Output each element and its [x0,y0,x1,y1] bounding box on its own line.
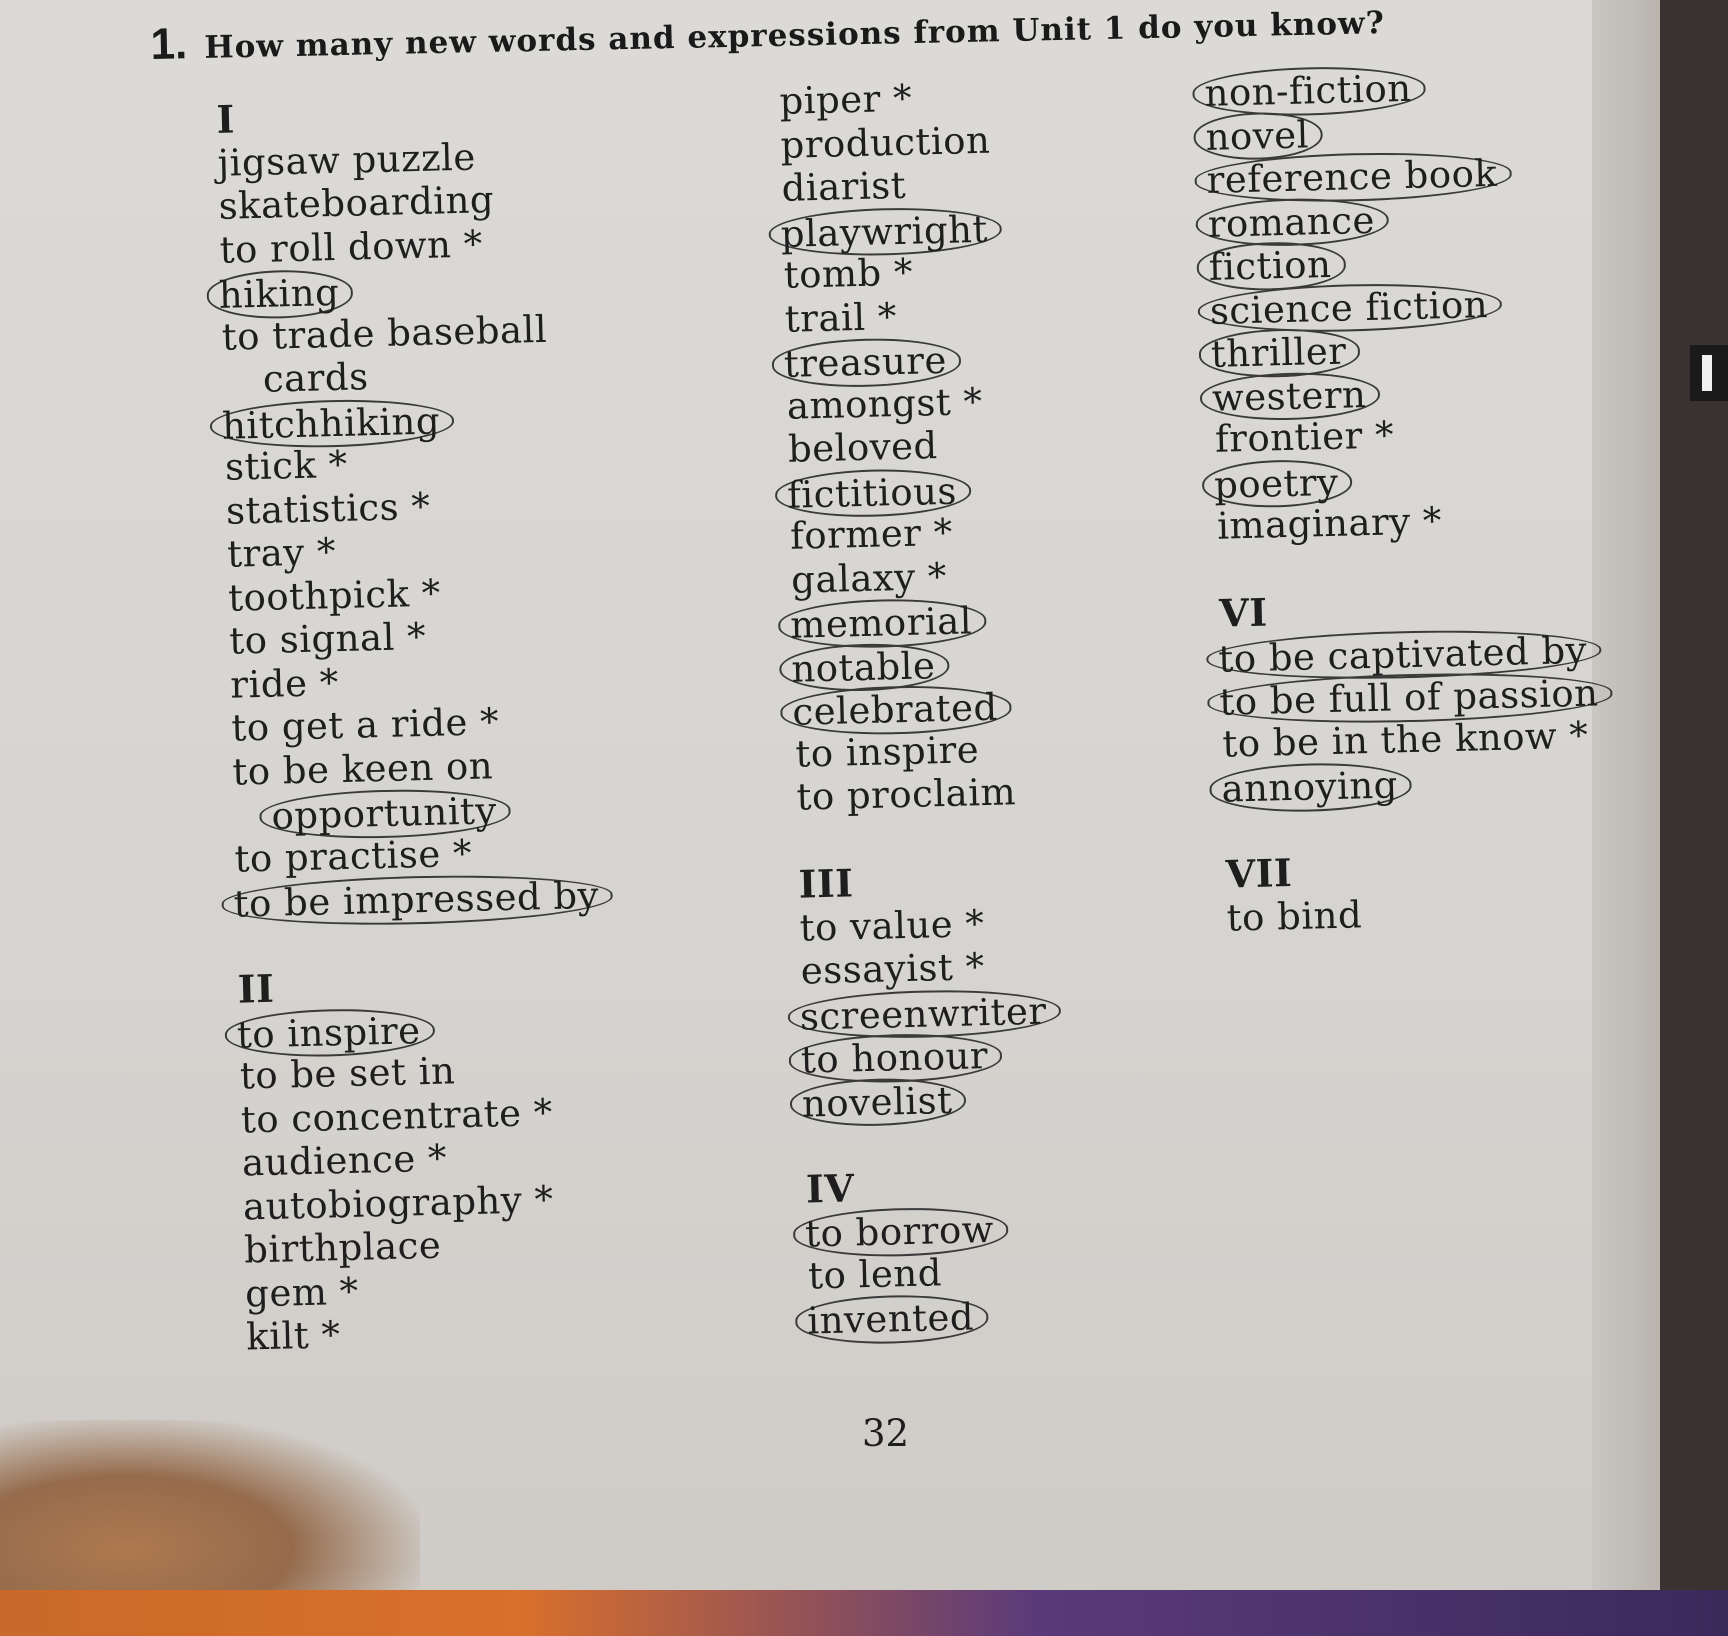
word-text: to practise * [234,831,473,881]
word-text: to honour [788,1032,1002,1085]
word-entry [777,247,1043,297]
circled-word-entry [787,639,1053,689]
section-heading-label: VI [1218,589,1269,636]
circled-word-entry [788,682,1054,732]
exercise-title: How many new words and expressions from Unit 1 do you know? [204,5,1386,66]
word-entry [794,943,1060,993]
word-text: production [780,118,991,167]
section-heading-label: VII [1225,849,1293,897]
word-text: reference book [1194,149,1512,204]
word-text: science fiction [1197,280,1502,335]
word-entry [1220,887,1618,940]
word-text: galaxy * [790,554,948,602]
word-text: playwright [768,205,1002,258]
word-entry [790,769,1056,819]
word-text: ride * [229,660,340,707]
word-entry [802,1248,1068,1298]
section-heading [800,1161,1066,1211]
word-text: to inspire [794,727,980,776]
word-text: frontier * [1214,413,1395,461]
word-text: tray * [226,530,337,576]
word-text: poetry [1202,458,1353,509]
exercise-number: 1. [150,19,188,69]
word-text: novel [1193,111,1323,162]
section-heading-label: III [798,860,855,907]
word-text: stick * [224,442,349,489]
circled-word-entry [783,465,1049,515]
circled-word-entry [797,1074,1063,1124]
word-column-1 [210,89,624,1359]
circled-word-entry [796,1030,1062,1080]
word-text: imaginary * [1216,499,1443,548]
circled-word-entry [776,204,1042,254]
word-text: to bind [1226,892,1363,940]
word-text: to proclaim [796,770,1017,819]
word-text: screenwriter [787,987,1061,1041]
section-heading-label: II [237,965,275,1012]
section-gap [791,813,1057,863]
word-text: tomb * [783,250,914,297]
word-text: diarist [781,163,907,210]
circled-word-entry [801,1204,1067,1254]
word-entry [774,117,1040,167]
word-text: fictitious [775,467,972,519]
word-text: essayist * [800,945,986,993]
word-text: to be keen on [231,743,494,794]
word-text: to inspire [224,1006,435,1059]
word-text: to concentrate * [240,1090,554,1142]
word-entry [240,1306,624,1359]
page-number: 32 [862,1412,910,1455]
word-text: romance [1195,196,1389,248]
word-text: gem * [244,1269,360,1315]
word-text: invented [795,1293,989,1345]
word-entry [784,508,1050,558]
word-text: toothpick * [227,571,442,620]
word-text: hiking [206,269,354,320]
word-text: to trade baseball [221,307,548,359]
word-text: fiction [1196,241,1346,292]
word-text: memorial [778,597,987,650]
word-entry [785,552,1051,602]
circled-word-entry [795,987,1061,1037]
word-text: birthplace [243,1223,442,1272]
word-text: non-fiction [1192,65,1426,118]
circled-word-entry [779,334,1045,384]
word-text: amongst * [786,379,983,428]
section-heading [792,856,1058,906]
word-text: to lend [807,1250,943,1297]
word-entry [793,900,1059,950]
word-text: to borrow [793,1206,1009,1259]
bookmark-icon [1690,345,1728,401]
word-text: western [1199,370,1380,422]
word-text: to be impressed by [221,871,613,928]
word-text: notable [779,641,950,693]
word-text: piper * [778,76,913,123]
word-text: trail * [784,294,898,341]
word-text: to signal * [228,614,427,663]
word-text: to get a ride * [230,700,500,750]
word-text: hitchhiking [209,397,454,450]
word-column-2 [773,74,1068,1342]
word-text: to roll down * [219,221,484,272]
word-text: celebrated [780,683,1012,736]
word-entry [780,378,1046,428]
word-text: novelist [789,1076,967,1128]
word-text: annoying [1209,761,1412,813]
word-text: thriller [1198,327,1361,378]
word-text: to value * [799,901,985,950]
word-text: to be set in [239,1049,456,1098]
word-text: statistics * [225,484,431,533]
word-text: treasure [771,337,961,389]
word-entry [789,726,1055,776]
word-text: cards [262,355,370,401]
table-surface [0,1590,1728,1636]
word-text: opportunity [259,787,511,841]
word-entry [782,421,1048,471]
circled-word-entry [786,595,1052,645]
word-text: audience * [241,1136,448,1185]
word-column-3 [1200,60,1618,939]
word-text: kilt * [245,1313,341,1359]
section-heading-label: IV [805,1164,855,1212]
circled-word-entry [803,1291,1069,1341]
section-heading-label: I [215,96,236,142]
word-text: autobiography * [242,1177,554,1229]
word-text: to be captivated by [1206,626,1602,683]
word-text: beloved [787,424,939,471]
word-entry [778,291,1044,341]
word-entry [773,74,1039,124]
word-entry [775,161,1041,211]
exercise-header [150,0,1551,70]
word-text: to be in the know * [1221,713,1589,766]
word-text: jigsaw puzzle [217,135,477,185]
word-text: former * [789,510,954,558]
word-text: to be full of passion [1207,669,1613,726]
word-text: skateboarding [218,178,495,228]
